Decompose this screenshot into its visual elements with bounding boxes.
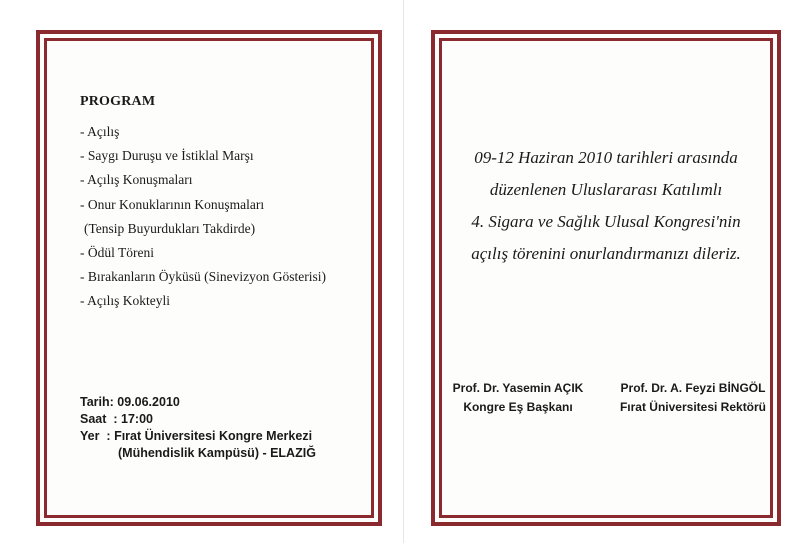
program-card [36,30,382,526]
place-row-2 [80,445,316,462]
signatory-name: Prof. Dr. A. Feyzi BİNGÖL [620,381,766,395]
event-details [80,394,316,462]
program-item: - Açılış Konuşmaları [80,172,193,188]
signatory-title: Fırat Üniversitesi Rektörü [619,400,767,414]
signatory-co-chair [443,379,593,417]
place-line-2: (Mühendislik Kampüsü) - ELAZIĞ [118,446,316,460]
program-item: - Onur Konuklarının Konuşmaları [80,196,265,212]
time-label: Saat [80,412,107,426]
signatory-title: Kongre Eş Başkanı [463,400,573,414]
program-item-note: (Tensip Buyurdukları Takdirde) [84,220,256,236]
invitation-line: açılış törenini onurlandırmanızı dileriz. [471,244,741,263]
invitation-card [431,30,781,526]
program-item: - Bırakanların Öyküsü (Sinevizyon Gösterisi) [80,269,326,285]
invitation-line: 4. Sigara ve Sağlık Ulusal Kongresi'nin [471,212,741,231]
program-item: - Açılış [80,124,120,139]
card-fold-line [403,0,404,543]
invitation-text [443,142,769,270]
program-title: PROGRAM [80,94,156,109]
time-value: 17:00 [121,412,153,426]
invitation-line: 09-12 Haziran 2010 tarihleri arasında [474,148,738,167]
program-item: - Açılış Kokteyli [80,293,170,309]
place-line-1: Fırat Üniversitesi Kongre Merkezi [114,429,313,443]
date-label: Tarih [80,395,110,409]
invitation-line: düzenlenen Uluslararası Katılımlı [489,180,723,199]
signatory-name: Prof. Dr. Yasemin AÇIK [452,381,584,395]
program-item: - Ödül Töreni [80,244,154,260]
place-label: Yer [80,429,100,443]
time-row: Saat : 17:00 [80,412,153,426]
signatory-rector [613,379,773,417]
program-list [80,120,326,314]
place-row: Yer : Fırat Üniversitesi Kongre Merkezi [80,429,313,443]
date-value: 09.06.2010 [117,395,180,409]
date-row: Tarih: 09.06.2010 [80,395,180,409]
program-item: - Saygı Duruşu ve İstiklal Marşı [80,148,254,164]
